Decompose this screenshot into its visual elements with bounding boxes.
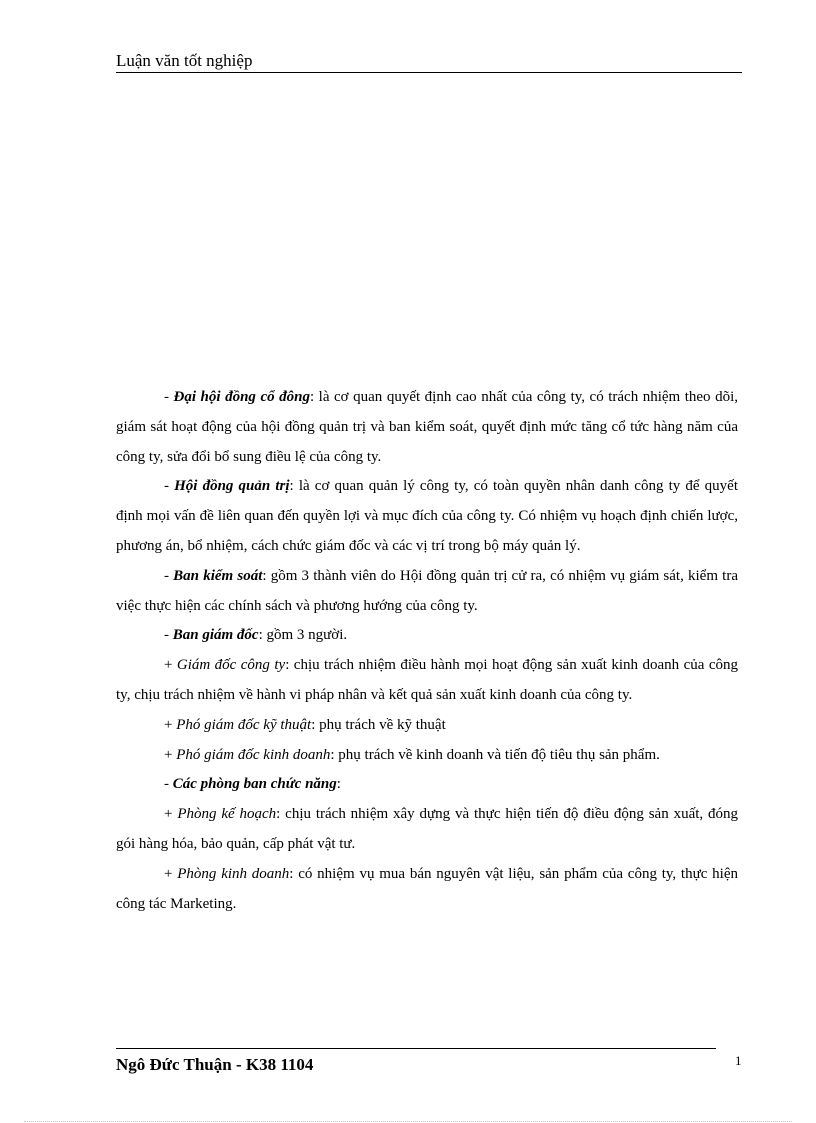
- paragraph-label: Phó giám đốc kỹ thuật: [176, 716, 312, 733]
- paragraph-prefix: -: [164, 776, 173, 793]
- paragraph-prefix: -: [164, 627, 173, 644]
- paragraph-phong-kinh-doanh: [116, 860, 738, 920]
- paragraph-text: : phụ trách về kỹ thuật: [311, 716, 446, 733]
- paragraph-label: Phòng kinh doanh: [177, 865, 290, 882]
- paragraph-label: Các phòng ban chức năng: [172, 776, 337, 793]
- paragraph-prefix: -: [164, 389, 174, 405]
- paragraph-prefix: +: [164, 806, 178, 823]
- paragraph-pho-giam-doc-kinh-doanh: [116, 741, 738, 771]
- header-title: Luận văn tốt nghiệp: [116, 51, 253, 70]
- paragraph-text: : là cơ quan quyết định cao nhất của công ty, có trách nhiệm theo dõi, giám sát hoạt động của hội đồng quản trị và ban kiểm soát, quyết định mức tăng cổ tức hàng năm của công ty, sửa đổi bổ sung điều lệ của công ty.: [116, 389, 738, 465]
- paragraph-label: Phòng kế hoạch: [177, 806, 277, 823]
- paragraph-text: : gồm 3 người.: [258, 627, 348, 644]
- paragraph-text: : chịu trách nhiệm xây dựng và thực hiện tiến độ điều động sản xuất, đóng gói hàng hóa, bảo quản, cấp phát vật tư.: [116, 806, 738, 852]
- paragraph-pho-giam-doc-ky-thuat: [116, 711, 738, 741]
- paragraph-phong-ke-hoach: [116, 800, 738, 860]
- paragraph-prefix: +: [164, 657, 177, 674]
- paragraph-text: : có nhiệm vụ mua bán nguyên vật liệu, sản phẩm của công ty, thực hiện công tác Marketing.: [116, 865, 738, 912]
- paragraph-ban-giam-doc: [116, 621, 738, 651]
- paragraph-label: Đại hội đồng cổ đông: [173, 389, 310, 405]
- paragraph-giam-doc-cong-ty: [116, 651, 738, 711]
- paragraph-label: Hội đồng quản trị: [174, 478, 290, 495]
- paragraph-text: :: [336, 776, 341, 793]
- paragraph-prefix: +: [164, 746, 177, 763]
- footer-author: Ngô Đức Thuận - K38 1104: [116, 1055, 314, 1074]
- page-header: [116, 50, 742, 73]
- footer-divider: [116, 1048, 716, 1049]
- paragraph-ban-kiem-soat: [116, 562, 738, 622]
- paragraph-prefix: +: [164, 716, 177, 733]
- paragraph-text: : gồm 3 thành viên do Hội đồng quản trị cử ra, có nhiệm vụ giám sát, kiểm tra việc thực hiện các chính sách và phương hướng của công ty.: [116, 567, 738, 614]
- page-number: 1: [735, 1053, 742, 1068]
- paragraph-text: : chịu trách nhiệm điều hành mọi hoạt động sản xuất kinh doanh của công ty, chịu trách nhiệm về hành vi pháp nhân và kết quả sản xuất kinh doanh của công ty.: [116, 657, 738, 703]
- paragraph-prefix: -: [164, 478, 175, 495]
- paragraph-prefix: +: [164, 865, 178, 882]
- paragraph-label: Ban giám đốc: [172, 627, 259, 644]
- paragraph-label: Ban kiểm soát: [173, 567, 263, 584]
- paragraph-label: Giám đốc công ty: [176, 657, 286, 674]
- page-bottom-border: [24, 1121, 792, 1122]
- paragraph-cac-phong-ban-chuc-nang: [116, 770, 738, 800]
- document-body: [116, 383, 738, 919]
- paragraph-dai-hoi-dong-co-dong: [116, 383, 738, 472]
- paragraph-label: Phó giám đốc kinh doanh: [176, 746, 331, 763]
- paragraph-text: : là cơ quan quản lý công ty, có toàn quyền nhân danh công ty để quyết định mọi vấn đề liên quan đến quyền lợi và mục đích của công ty. Có nhiệm vụ hoạch định chiến lược, phương án, bổ nhiệm, cách chức giám đốc và các vị trí trong bộ máy quản lý.: [116, 478, 738, 554]
- paragraph-text: : phụ trách về kinh doanh và tiến độ tiêu thụ sản phẩm.: [330, 746, 660, 763]
- paragraph-prefix: -: [164, 567, 174, 584]
- paragraph-hoi-dong-quan-tri: [116, 472, 738, 561]
